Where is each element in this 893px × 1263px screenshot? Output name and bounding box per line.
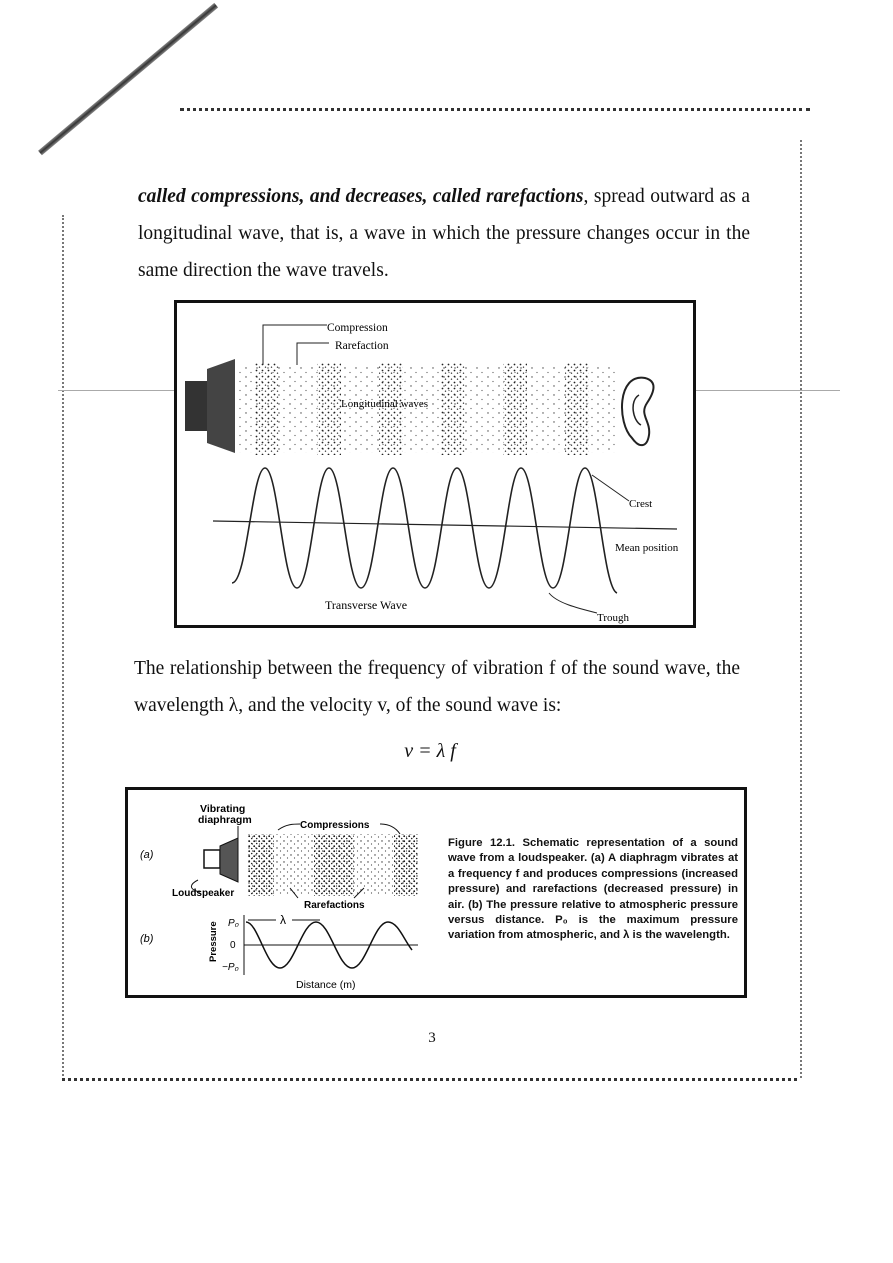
trough-leader [549,593,597,613]
page-number: 3 [428,1030,436,1046]
label-loudspeaker: Loudspeaker [172,888,235,899]
page-border-right [800,140,802,1078]
label-mean-position: Mean position [615,542,679,554]
ear-icon [622,378,653,446]
paragraph-compressions [138,178,750,289]
label-b: (b) [140,933,154,945]
label-rarefactions: Rarefactions [304,900,365,911]
compression-region [314,834,354,896]
label-compressions: Compressions [300,820,370,831]
figure1-drawing [177,303,693,625]
label-rarefaction: Rarefaction [335,340,389,352]
compression-leader [263,325,327,365]
label-trough: Trough [597,612,629,624]
label-diaphragm: diaphragm [198,814,252,826]
label-zero: 0 [230,940,236,951]
label-p0-bottom: −P₀ [222,962,239,973]
term-rarefactions: and decreases, called rarefactions [309,186,584,207]
label-longitudinal: Longitudinal waves [341,398,429,410]
figure-caption: Figure 12.1. Schematic representation of a sound wave from a loudspeaker. (a) A diaphragm vibrates at a frequency f and produces compressions (increased pressure) and rarefactions (decreased pressure) in air. (b) The pressure relative to atmospheric pressure versus distance. P₀ is the maximum pressure variation from atmospheric, and λ is the wavelength. [448,837,738,942]
paragraph-rest: , spread outward as a longitudinal wave, that is, a wave in which the pressure changes occur in the same direction the wave travels. [138,186,750,281]
label-distance: Distance (m) [296,979,356,991]
figure-longitudinal-transverse [174,300,696,628]
figure-12-1 [125,787,747,998]
page-border-left [62,215,64,1080]
compression-band [441,363,465,455]
loudspeaker-icon [204,850,220,868]
loudspeaker-cone-icon [220,838,238,882]
speaker-cone-icon [207,359,235,453]
compression-band [255,363,279,455]
formula: v = λ f [404,740,456,762]
paragraph-relationship: The relationship between the frequency of vibration f of the sound wave, the wavelength λ, and the velocity v, of the sound wave is: [134,658,740,716]
transverse-wave [232,468,617,593]
label-pressure: Pressure [208,921,219,962]
label-a: (a) [140,849,154,861]
crest-leader [592,475,629,501]
speaker-icon [185,381,207,431]
compression-band [503,363,527,455]
compression-band [565,363,589,455]
label-compression: Compression [327,322,388,334]
compression-band [317,363,341,455]
scan-streak [38,3,218,155]
compression-region [394,834,418,896]
label-vibrating: Vibrating [200,803,246,815]
label-transverse: Transverse Wave [325,598,408,612]
mean-position-line [213,521,677,529]
page-border-bottom [62,1078,797,1081]
label-crest: Crest [629,498,653,510]
page-border-top [180,108,810,111]
label-lambda: λ [280,913,286,927]
compression-region [248,834,274,896]
term-compressions: called compressions, [138,186,305,207]
rarefaction-leader [297,343,329,365]
label-p0-top: P₀ [228,918,239,929]
